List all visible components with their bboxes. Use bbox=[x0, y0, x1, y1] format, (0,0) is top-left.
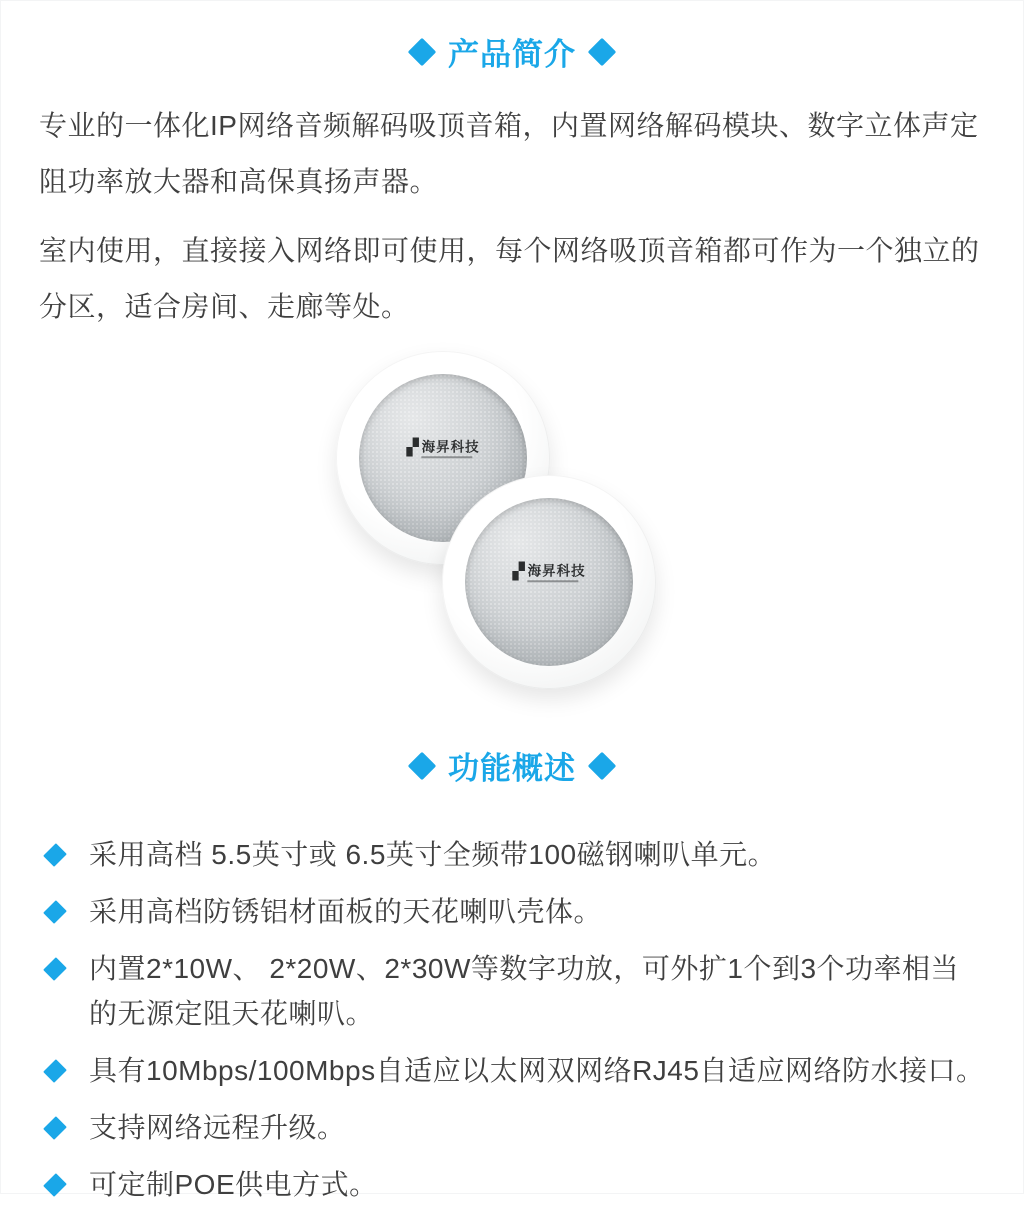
feature-text: 内置2*10W、 2*20W、2*30W等数字功放，可外扩1个到3个功率相当的无源定阻天花喇叭。 bbox=[89, 953, 960, 1029]
ceiling-speaker-image bbox=[442, 475, 656, 689]
diamond-bullet-icon bbox=[43, 1116, 67, 1140]
brand-logo-subtext-line bbox=[528, 580, 579, 582]
brand-logo bbox=[406, 441, 479, 459]
diamond-bullet-icon bbox=[43, 843, 67, 867]
brand-logo-icon: ▞ bbox=[406, 439, 419, 457]
section-title: 产品简介 bbox=[448, 37, 576, 72]
section-heading-product-intro bbox=[39, 29, 985, 74]
feature-text: 具有10Mbps/100Mbps自适应以太网双网络RJ45自适应网络防水接口。 bbox=[89, 1055, 985, 1086]
diamond-bullet-icon bbox=[43, 900, 67, 924]
diamond-bullet-icon bbox=[43, 1059, 67, 1083]
feature-text: 支持网络远程升级。 bbox=[89, 1112, 346, 1143]
feature-list bbox=[39, 832, 985, 1207]
intro-paragraph: 专业的一体化IP网络音频解码吸顶音箱，内置网络解码模块、数字立体声定阻功率放大器和高保真扬声器。 bbox=[39, 110, 979, 197]
brand-logo-icon: ▞ bbox=[512, 563, 525, 581]
diamond-bullet-icon bbox=[43, 1173, 67, 1197]
diamond-icon bbox=[408, 37, 437, 66]
feature-item bbox=[39, 946, 985, 1036]
feature-item bbox=[39, 1162, 985, 1207]
feature-item bbox=[39, 1105, 985, 1150]
intro-text-block bbox=[39, 98, 985, 335]
diamond-icon bbox=[588, 37, 617, 66]
section-heading-features bbox=[39, 743, 985, 788]
brand-logo-text: 海昇科技 bbox=[421, 439, 480, 455]
intro-paragraph: 室内使用，直接接入网络即可使用，每个网络吸顶音箱都可作为一个独立的分区，适合房间、走廊等处。 bbox=[39, 235, 980, 322]
diamond-icon bbox=[408, 751, 437, 780]
feature-text: 采用高档防锈铝材面板的天花喇叭壳体。 bbox=[89, 896, 603, 927]
brand-logo-subtext-line bbox=[422, 456, 473, 458]
feature-text: 采用高档 5.5英寸或 6.5英寸全频带100磁钢喇叭单元。 bbox=[89, 839, 777, 870]
brand-logo-text: 海昇科技 bbox=[527, 563, 586, 579]
section-title: 功能概述 bbox=[448, 751, 576, 786]
feature-text: 可定制POE供电方式。 bbox=[89, 1169, 378, 1200]
feature-item bbox=[39, 1048, 985, 1093]
diamond-bullet-icon bbox=[43, 957, 67, 981]
diamond-icon bbox=[588, 751, 617, 780]
feature-item bbox=[39, 832, 985, 877]
product-photo bbox=[334, 351, 690, 703]
feature-item bbox=[39, 889, 985, 934]
brand-logo bbox=[512, 565, 585, 583]
